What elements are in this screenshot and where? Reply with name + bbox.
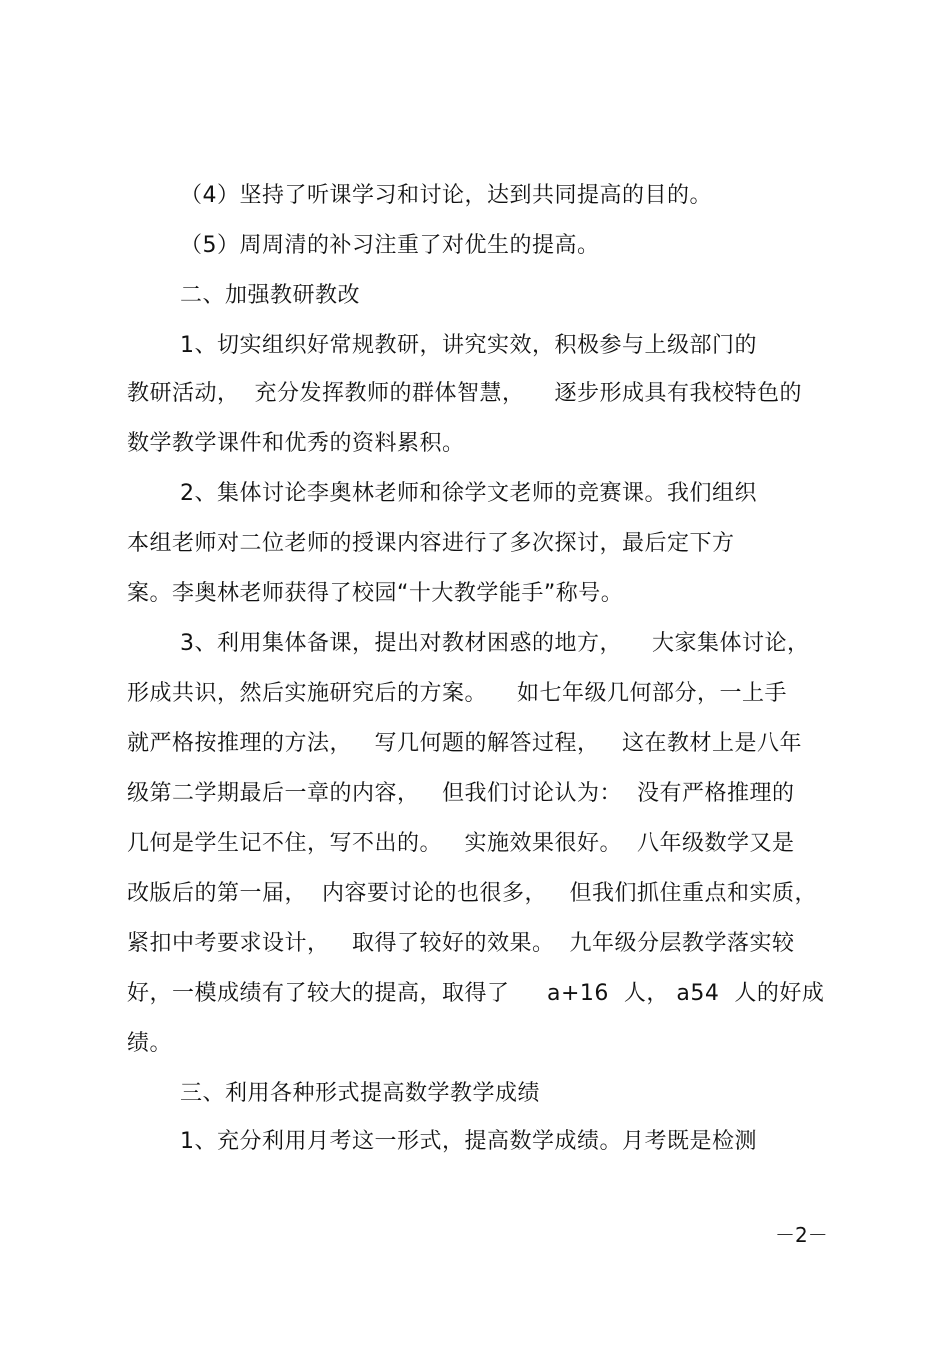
page-number: －2－ bbox=[775, 1223, 828, 1247]
text-line: 几何是学生记不住，写不出的。 实施效果很好。 八年级数学又是 bbox=[127, 831, 795, 856]
text-line: （4）坚持了听课学习和讨论，达到共同提高的目的。 bbox=[180, 183, 712, 208]
text-line: 形成共识，然后实施研究后的方案。 如七年级几何部分，一上手 bbox=[127, 681, 787, 706]
text-line: 好，一模成绩有了较大的提高，取得了 a+16 人， a54 人的好成 bbox=[127, 981, 825, 1006]
section-heading: 二、加强教研教改 bbox=[180, 283, 361, 308]
text-line: 2、集体讨论李奥林老师和徐学文老师的竞赛课。我们组织 bbox=[180, 481, 757, 506]
text-line: 就严格按推理的方法， 写几何题的解答过程， 这在教材上是八年 bbox=[127, 731, 802, 756]
text-line: 绩。 bbox=[127, 1031, 173, 1056]
text-line: 案。李奥林老师获得了校园“十大教学能手”称号。 bbox=[127, 581, 624, 606]
text-line: 改版后的第一届， 内容要讨论的也很多， 但我们抓住重点和实质， bbox=[127, 881, 817, 906]
text-line: 3、利用集体备课，提出对教材困惑的地方， 大家集体讨论， bbox=[180, 631, 810, 656]
section-heading: 三、利用各种形式提高数学教学成绩 bbox=[180, 1081, 541, 1106]
text-line: 紧扣中考要求设计， 取得了较好的效果。 九年级分层教学落实较 bbox=[127, 931, 795, 956]
text-line: 1、切实组织好常规教研，讲究实效，积极参与上级部门的 bbox=[180, 333, 757, 358]
text-line: 本组老师对二位老师的授课内容进行了多次探讨，最后定下方 bbox=[127, 531, 735, 556]
text-line: 数学教学课件和优秀的资料累积。 bbox=[127, 431, 465, 456]
text-line: 教研活动， 充分发挥教师的群体智慧， 逐步形成具有我校特色的 bbox=[127, 381, 802, 406]
text-line: 1、充分利用月考这一形式，提高数学成绩。月考既是检测 bbox=[180, 1129, 757, 1154]
text-line: 级第二学期最后一章的内容， 但我们讨论认为： 没有严格推理的 bbox=[127, 781, 795, 806]
text-line: （5）周周清的补习注重了对优生的提高。 bbox=[180, 233, 600, 258]
